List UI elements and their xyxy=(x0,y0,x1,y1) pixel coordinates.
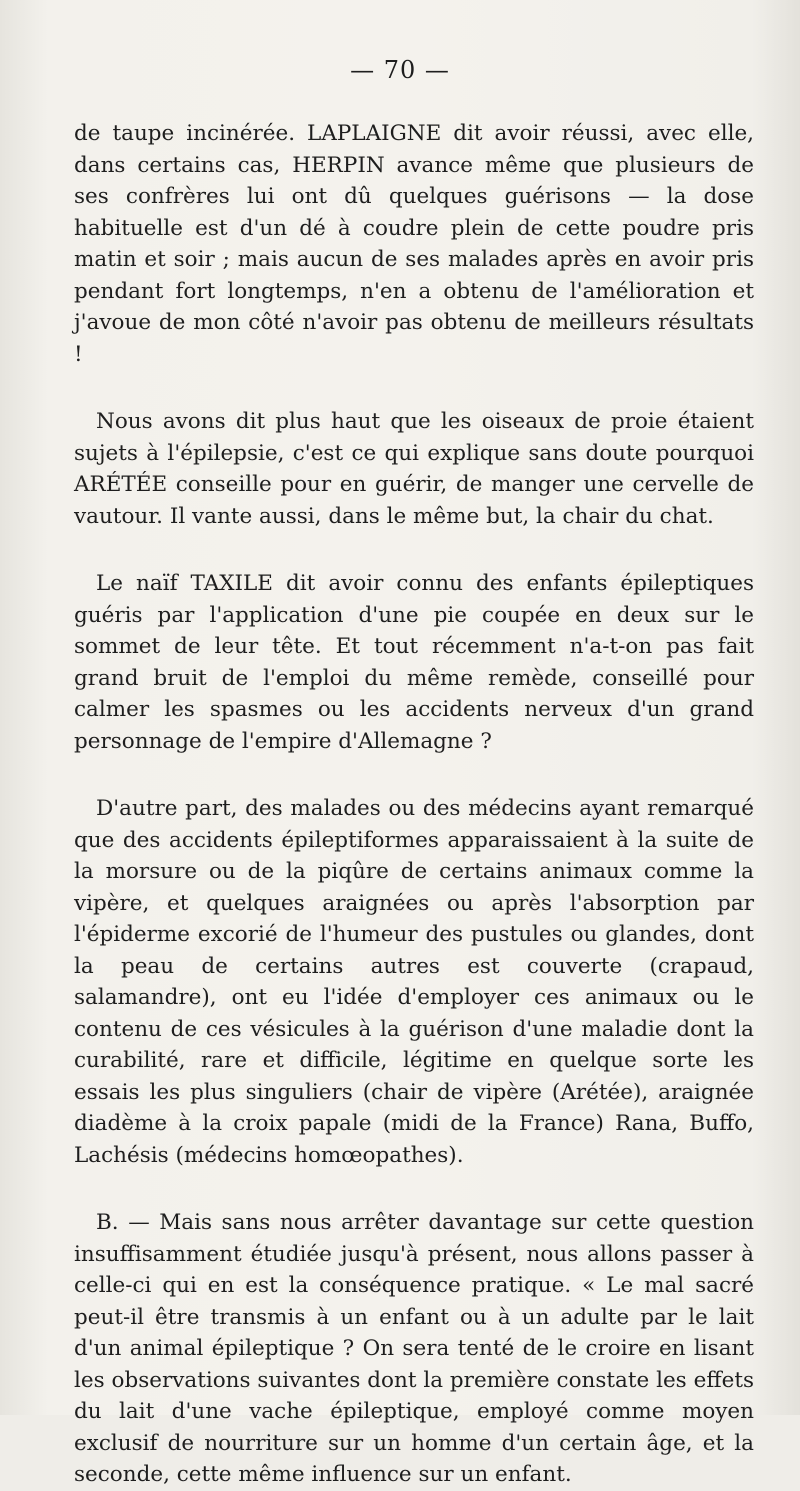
paragraph-section-b: B. — Mais sans nous arrêter davantage sur cette question insuffisamment étudiée jusqu'à présent, nous allons passer à celle-ci qui en est la conséquence pratique. « Le mal sacré peut-il être transmis à un enfant ou à un adulte par le lait d'un animal épileptique ? On sera tenté de le croire en lisant les observations suivantes dont la première constate les effets du lait d'une vache épileptique, employé comme moyen exclusif de nourriture sur un homme d'un certain âge, et la seconde, cette même influence sur un enfant. xyxy=(74,1210,754,1487)
paragraph-oiseaux: Nous avons dit plus haut que les oiseaux de proie étaient sujets à l'épilepsie, c'est ce qui explique sans doute pourquoi ARÉTÉE conseille pour en guérir, de manger une cervelle de vautour. Il vante aussi, dans le même but, la chair du chat. xyxy=(74,409,754,529)
paragraph-taxile: Le naïf TAXILE dit avoir connu des enfants épileptiques guéris par l'application d'une pie coupée en deux sur le sommet de leur tête. Et tout récemment n'a-t-on pas fait grand bruit de l'emploi du même remède, conseillé pour calmer les spasmes ou les accidents nerveux d'un grand personnage de l'empire d'Allemagne ? xyxy=(74,571,754,754)
paragraph-autre-part: D'autre part, des malades ou des médecins ayant remarqué que des accidents épileptiformes apparaissaient à la suite de la morsure ou de la piqûre de certains animaux comme la vipère, et quelques araignées ou après l'absorption par l'épiderme excorié de l'humeur des pustules ou glandes, dont la peau de certains autres est couverte (crapaud, salamandre), ont eu l'idée d'employer ces animaux ou le contenu de ces vésicules à la guérison d'une maladie dont la curabilité, rare et difficile, légitime en quelque sorte les essais les plus singuliers (chair de vipère (Arétée), araignée diadème à la croix papale (midi de la France) Rana, Buffo, Lachésis (médecins homœopathes). xyxy=(74,796,754,1168)
page-body xyxy=(74,118,754,1491)
page-number: — 70 — xyxy=(350,56,450,84)
paragraph-taupe: de taupe incinérée. LAPLAIGNE dit avoir réussi, avec elle, dans certains cas, HERPIN avance même que plusieurs de ses confrères lui ont dû quelques guérisons — la dose habituelle est d'un dé à coudre plein de cette poudre pris matin et soir ; mais aucun de ses malades après en avoir pris pendant fort longtemps, n'en a obtenu de l'amélioration et j'avoue de mon côté n'avoir pas obtenu de meilleurs résultats ! xyxy=(74,121,754,367)
